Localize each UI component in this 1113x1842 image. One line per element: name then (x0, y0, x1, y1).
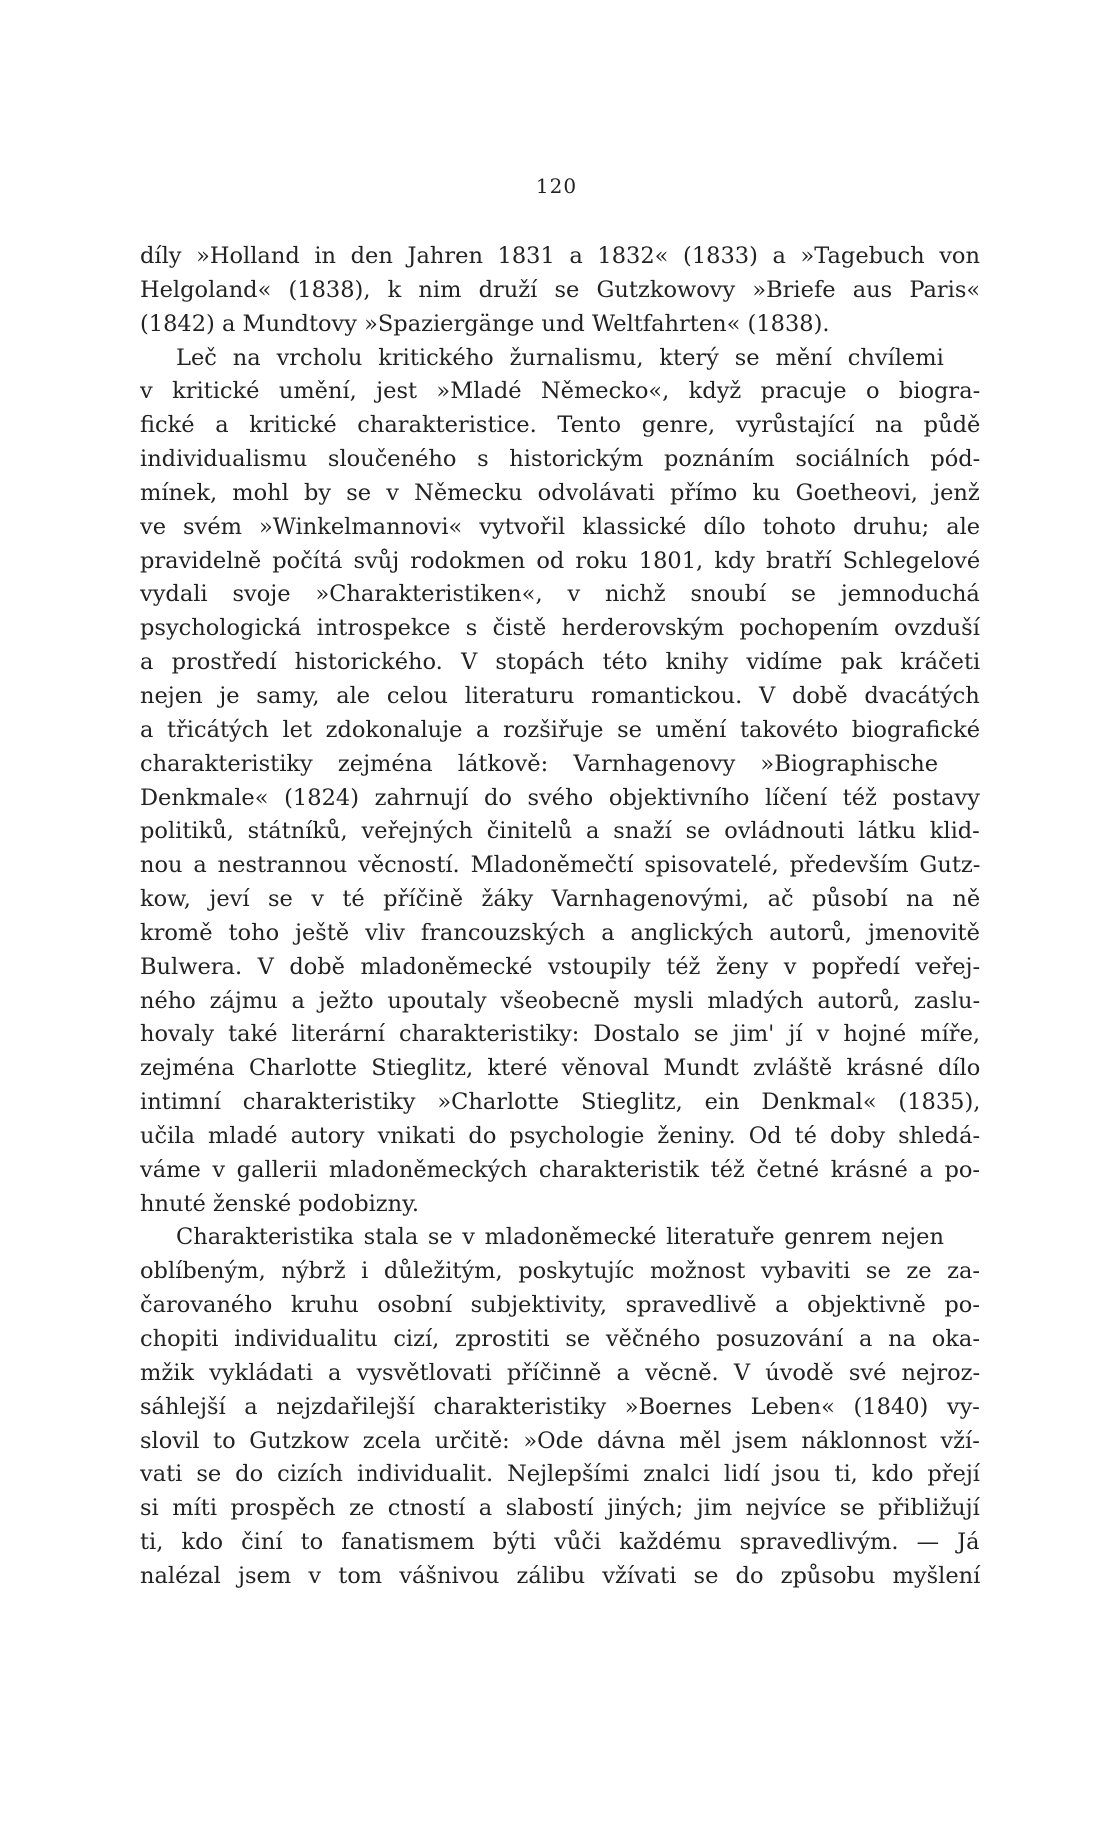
text-line: Denkmale« (1824) zahrnují do svého objektivního líčení též postavy (140, 784, 980, 811)
text-line: vati se do cizích individualit. Nejlepšími znalci lidí jsou ti, kdo přejí (140, 1461, 980, 1488)
text-line: čarovaného kruhu osobní subjektivity, spravedlivě a objektivně po- (140, 1292, 980, 1319)
text-line: nalézal jsem v tom vášnivou zálibu vžívati se do způsobu myšlení (140, 1562, 981, 1589)
text-line: chopiti individualitu cizí, zprostiti se věčného posuzování a na oka- (140, 1326, 980, 1352)
text-line: a prostředí historického. V stopách této knihy vidíme pak kráčeti (140, 649, 981, 676)
text-line: vydali svoje »Charakteristiken«, v nichž snoubí se jemnoduchá (140, 581, 980, 608)
text-line: individualismu sloučeného s historickým poznáním sociálních pód- (140, 446, 981, 473)
text-line: nou a nestrannou věcností. Mladoněmečtí spisovatelé, především Gutz- (140, 852, 981, 879)
text-line: díly »Holland in den Jahren 1831 a 1832« (1833) a »Tagebuch von (140, 243, 980, 269)
text-line: ného zájmu a ježto upoutaly všeobecně mysli mladých autorů, zaslu- (140, 987, 981, 1014)
text-line: kow, jeví se v té příčině žáky Varnhagenovými, ač působí na ně (140, 886, 981, 913)
text-line: zejména Charlotte Stieglitz, které věnoval Mundt zvláště krásné dílo (140, 1055, 981, 1082)
text-line: mínek, mohl by se v Německu odvolávati přímo ku Goetheovi, jenž (140, 479, 980, 506)
text-line: mžik vykládati a vysvětlovati příčinně a věcně. V úvodě své nejroz- (140, 1359, 981, 1386)
text-line: politiků, státníků, veřejných činitelů a snaží se ovládnouti látku klid- (140, 818, 980, 845)
text-line: ve svém »Winkelmannovi« vytvořil klassické dílo tohoto druhu; ale (140, 513, 981, 540)
text-line: nejen je samy, ale celou literaturu romantickou. V době dvacátých (140, 682, 980, 709)
text-line: učila mladé autory vnikati do psychologie ženiny. Od té doby shledá- (140, 1122, 981, 1149)
text-line: Helgoland« (1838), k nim druží se Gutzkowovy »Briefe aus Paris« (140, 276, 981, 303)
text-line: psychologická introspekce s čistě herderovským pochopením ovzduší (140, 615, 980, 642)
page-number: 120 (535, 174, 578, 198)
text-line: a třicátých let zdokonaluje a rozšiřuje se umění takovéto biografické (140, 716, 981, 743)
text-line: v kritické umění, jest »Mladé Německo«, když pracuje o biogra- (140, 378, 981, 405)
text-line: kromě toho ještě vliv francouzských a anglických autorů, jmenovitě (140, 919, 980, 946)
text-line: oblíbeným, nýbrž i důležitým, poskytujíc možnost vybaviti se ze za- (140, 1258, 980, 1285)
text-line: slovil to Gutzkow zcela určitě: »Ode dávna měl jsem náklonnost vží- (140, 1427, 980, 1454)
body-text (140, 240, 980, 1594)
text-line: pravidelně počítá svůj rodokmen od roku 1801, kdy bratří Schlegelové (140, 547, 981, 574)
text-line: Charakteristika stala se v mladoněmecké literatuře genrem nejen (176, 1224, 944, 1251)
text-line: ti, kdo činí to fanatismem býti vůči každému spravedlivým. — Já (140, 1529, 980, 1556)
text-line: hovaly také literární charakteristiky: Dostalo se jim' jí v hojné míře, (140, 1021, 981, 1048)
text-line: hnuté ženské podobizny. (140, 1190, 420, 1217)
text-line: charakteristiky zejména látkově: Varnhagenovy »Biographische (140, 750, 939, 777)
text-line: fické a kritické charakteristice. Tento genre, vyrůstající na půdě (140, 412, 981, 439)
text-line: Leč na vrcholu kritického žurnalismu, který se mění chvílemi (176, 344, 944, 371)
text-line: (1842) a Mundtovy »Spaziergänge und Weltfahrten« (1838). (140, 310, 830, 337)
text-line: sáhlejší a nejzdařilejší charakteristiky »Boernes Leben« (1840) vy- (140, 1393, 980, 1420)
text-line: Bulwera. V době mladoněmecké vstoupily též ženy v popředí veřej- (140, 953, 981, 980)
text-line: váme v gallerii mladoněmeckých charakteristik též četné krásné a po- (140, 1156, 981, 1183)
text-line: si míti prospěch ze ctností a slabostí jiných; jim nejvíce se přibližují (140, 1495, 980, 1522)
text-line: intimní charakteristiky »Charlotte Stieglitz, ein Denkmal« (1835), (140, 1089, 981, 1116)
